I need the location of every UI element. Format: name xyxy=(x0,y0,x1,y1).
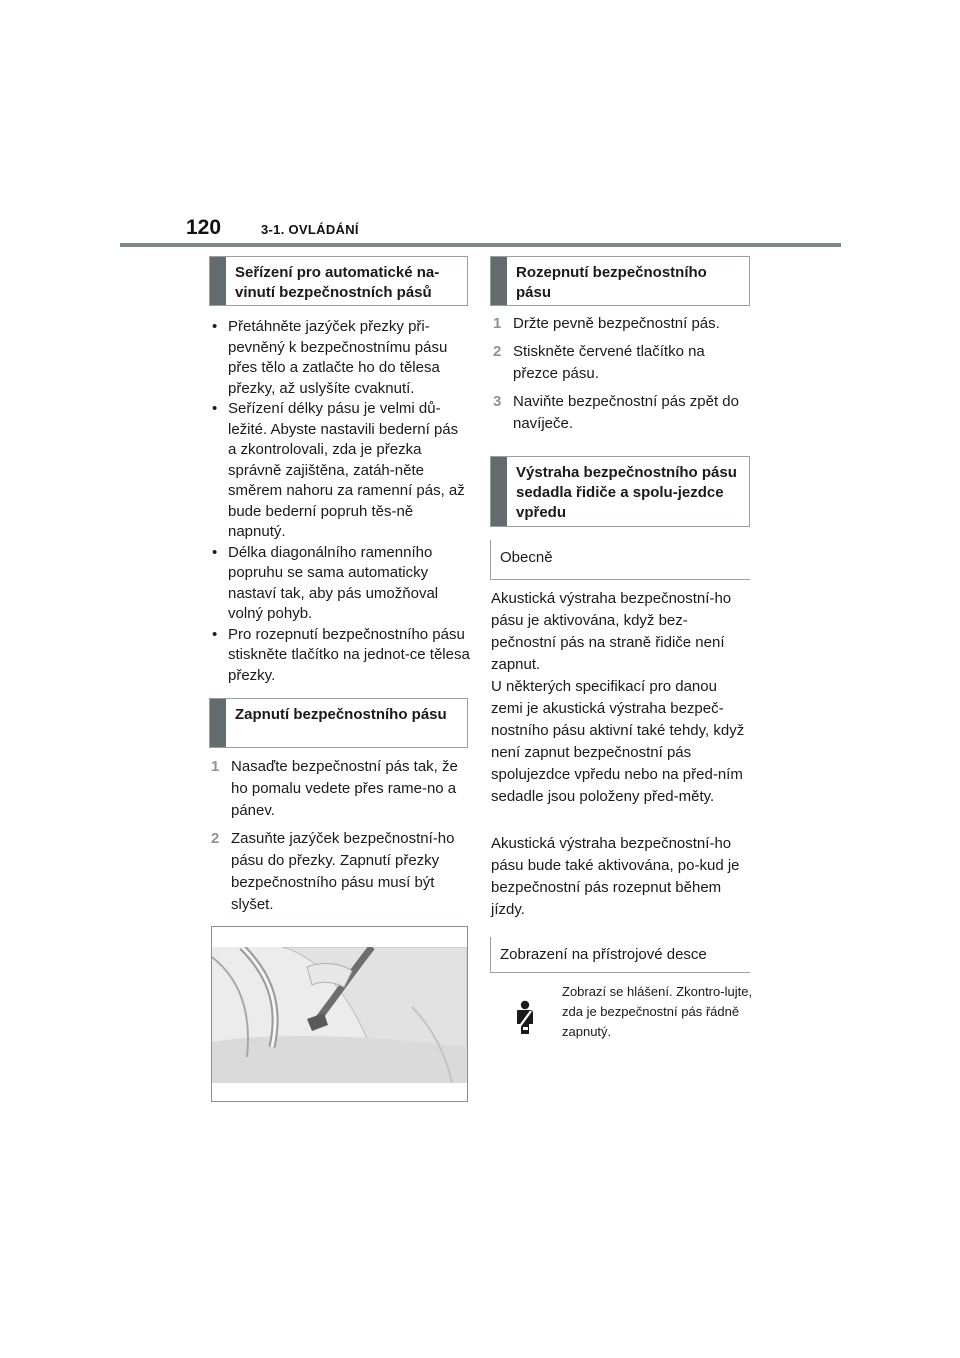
unfasten-steps-list xyxy=(493,313,751,441)
step-text: Zasuňte jazýček bezpečnostní-ho pásu do přezky. Zapnutí přezky bezpečnostního pásu musí být slyšet. xyxy=(231,830,455,913)
step-text: Naviňte bezpečnostní pás zpět do navíječe. xyxy=(513,393,739,432)
bullet-item: • Seřízení délky pásu je velmi dů-ležité. Abyste nastavili bederní pás a zkontrolovali, zda je přezka správně zajištěna, zatáh-něte směrem nahoru za ramenní pás, až bude bederní popruh těs-ně napnutý. xyxy=(210,399,470,543)
section-heading-fasten xyxy=(209,698,468,748)
section-heading-text: Výstraha bezpečnostního pásu sedadla řidiče a spolu-jezdce vpředu xyxy=(516,464,737,521)
bullet-item: • Přetáhněte jazýček přezky při-pevněný k bezpečnostnímu pásu přes tělo a zatlačte ho do tělesa přezky, až uslyšíte cvaknutí. xyxy=(210,317,470,399)
step-item xyxy=(493,391,751,435)
seatbelt-warning-icon xyxy=(512,1000,538,1041)
warning-paragraph: Akustická výstraha bezpečnostní-ho pásu bude také aktivována, po-kud je bezpečnostní pás rozepnut během jízdy. xyxy=(491,835,740,918)
seat-illustration-drawing xyxy=(212,947,467,1083)
bullet-item: • Pro rozepnutí bezpečnostního pásu stiskněte tlačítko na jednot-ce tělesa přezky. xyxy=(210,625,470,687)
section-heading-bar xyxy=(210,257,226,305)
section-heading-text: Seřízení pro automatické na-vinutí bezpečnostních pásů xyxy=(235,264,440,301)
step-number: 2 xyxy=(211,830,220,847)
fasten-steps-list xyxy=(211,756,469,922)
section-heading-auto-retract xyxy=(209,256,468,306)
subsection-heading-text: Obecně xyxy=(500,549,553,566)
step-text: Stiskněte červené tlačítko na přezce pásu. xyxy=(513,343,705,382)
step-item xyxy=(211,828,469,916)
chapter-title: 3-1. OVLÁDÁNÍ xyxy=(261,222,359,237)
instruction-bullet-list xyxy=(210,317,470,686)
section-heading-warning xyxy=(490,456,750,527)
step-text: Držte pevně bezpečnostní pás. xyxy=(513,315,720,332)
bullet-item: • Délka diagonálního ramenního popruhu se sama automaticky nastaví tak, aby pás umožňoval volný pohyb. xyxy=(210,543,470,625)
section-heading-unfasten xyxy=(490,256,750,306)
step-item xyxy=(493,341,751,385)
subsection-heading-text: Zobrazení na přístrojové desce xyxy=(500,946,707,963)
subsection-heading-general xyxy=(490,540,750,580)
step-number: 2 xyxy=(493,343,502,360)
section-heading-bar xyxy=(210,699,226,747)
section-heading-text: Rozepnutí bezpečnostního pásu xyxy=(516,264,707,301)
warning-paragraph: Akustická výstraha bezpečnostní-ho pásu je aktivována, když bez-pečnostní pás na straně řidiče není zapnut. xyxy=(491,590,732,673)
warning-paragraph: U některých specifikací pro danou zemi je akustická výstraha bezpeč-nostního pásu aktivní také tehdy, když není zapnut bezpečnostní pás spolujezdce vpředu nebo na před-ním sedadle jsou položeny před-měty. xyxy=(491,678,745,805)
step-item xyxy=(493,313,751,335)
step-text: Nasaďte bezpečnostní pás tak, že ho pomalu vedete přes rame-no a pánev. xyxy=(231,758,458,819)
seatbelt-illustration xyxy=(211,926,468,1102)
step-number: 3 xyxy=(493,393,502,410)
instrument-message-text: Zobrazí se hlášení. Zkontro-lujte, zda je bezpečnostní pás řádně zapnutý. xyxy=(562,984,753,1039)
header-rule xyxy=(120,243,841,247)
page-number: 120 xyxy=(186,216,222,239)
step-item xyxy=(211,756,469,822)
step-number: 1 xyxy=(493,315,502,332)
step-number: 1 xyxy=(211,758,220,775)
section-heading-bar xyxy=(491,257,507,305)
section-heading-text: Zapnutí bezpečnostního pásu xyxy=(235,706,447,723)
subsection-heading-instrument-display xyxy=(490,937,750,973)
section-heading-bar xyxy=(491,457,507,526)
